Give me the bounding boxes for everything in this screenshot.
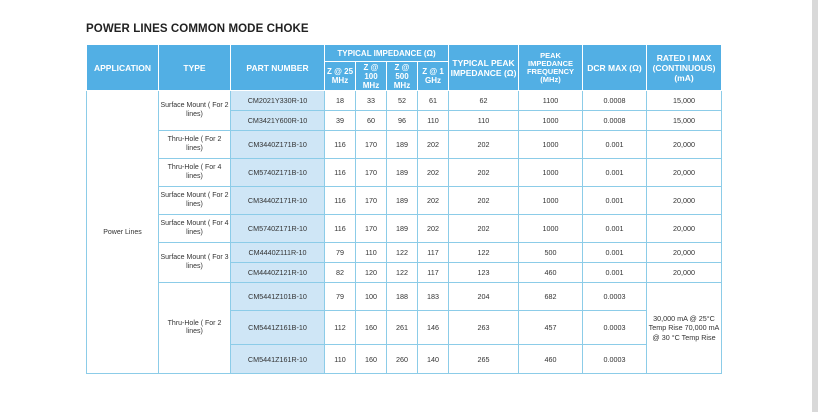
part-number-cell: CM3440Z171B-10: [231, 131, 325, 159]
z-1ghz-cell: 202: [418, 131, 449, 159]
z-25mhz-cell: 82: [325, 263, 356, 283]
type-cell: Surface Mount ( For 4 lines): [159, 215, 231, 243]
part-number-cell: CM5740Z171R-10: [231, 215, 325, 243]
z-25mhz-cell: 79: [325, 243, 356, 263]
page-title: POWER LINES COMMON MODE CHOKE: [86, 23, 309, 35]
dcr-max-cell: 0.001: [583, 131, 647, 159]
dcr-max-cell: 0.001: [583, 263, 647, 283]
rated-i-max-cell: 15,000: [647, 91, 722, 111]
z-500mhz-cell: 261: [387, 311, 418, 345]
z-500mhz-cell: 189: [387, 159, 418, 187]
z-500mhz-cell: 189: [387, 131, 418, 159]
type-cell: Thru-Hole ( For 4 lines): [159, 159, 231, 187]
type-cell: Surface Mount ( For 2 lines): [159, 91, 231, 131]
peak-impedance-cell: 263: [449, 311, 519, 345]
header-z-100mhz: Z @ 100 MHz: [356, 62, 387, 91]
peak-impedance-cell: 110: [449, 111, 519, 131]
header-z-1ghz: Z @ 1 GHz: [418, 62, 449, 91]
peak-impedance-cell: 204: [449, 283, 519, 311]
part-number-cell: CM3421Y600R-10: [231, 111, 325, 131]
z-25mhz-cell: 116: [325, 215, 356, 243]
z-100mhz-cell: 60: [356, 111, 387, 131]
peak-impedance-cell: 202: [449, 131, 519, 159]
z-1ghz-cell: 117: [418, 263, 449, 283]
z-1ghz-cell: 110: [418, 111, 449, 131]
peak-frequency-cell: 1000: [519, 111, 583, 131]
rated-i-max-cell: 20,000: [647, 187, 722, 215]
header-typical-peak-impedance: TYPICAL PEAK IMPEDANCE (Ω): [449, 45, 519, 91]
z-500mhz-cell: 260: [387, 345, 418, 374]
z-25mhz-cell: 116: [325, 131, 356, 159]
header-type: TYPE: [159, 45, 231, 91]
type-cell: Thru-Hole ( For 2 lines): [159, 131, 231, 159]
peak-impedance-cell: 202: [449, 187, 519, 215]
part-number-cell: CM4440Z111R-10: [231, 243, 325, 263]
part-number-cell: CM5740Z171B-10: [231, 159, 325, 187]
dcr-max-cell: 0.0003: [583, 283, 647, 311]
z-25mhz-cell: 18: [325, 91, 356, 111]
header-rated-i-max: RATED I MAX (CONTINUOUS) (mA): [647, 45, 722, 91]
rated-i-max-cell: 20,000: [647, 159, 722, 187]
dcr-max-cell: 0.0008: [583, 111, 647, 131]
rated-i-max-cell: 20,000: [647, 243, 722, 263]
rated-i-max-cell: 15,000: [647, 111, 722, 131]
dcr-max-cell: 0.001: [583, 215, 647, 243]
z-100mhz-cell: 33: [356, 91, 387, 111]
header-z-25mhz: Z @ 25 MHz: [325, 62, 356, 91]
peak-frequency-cell: 460: [519, 263, 583, 283]
peak-impedance-cell: 265: [449, 345, 519, 374]
application-cell: Power Lines: [87, 91, 159, 374]
rated-i-max-cell: 20,000: [647, 131, 722, 159]
peak-frequency-cell: 500: [519, 243, 583, 263]
z-100mhz-cell: 160: [356, 345, 387, 374]
dcr-max-cell: 0.001: [583, 187, 647, 215]
rated-i-max-temp-rise-cell: 30,000 mA @ 25°C Temp Rise 70,000 mA @ 30 °C Temp Rise: [647, 283, 722, 374]
peak-frequency-cell: 457: [519, 311, 583, 345]
part-number-cell: CM4440Z121R-10: [231, 263, 325, 283]
dcr-max-cell: 0.001: [583, 243, 647, 263]
z-25mhz-cell: 110: [325, 345, 356, 374]
peak-impedance-cell: 62: [449, 91, 519, 111]
type-cell: Surface Mount ( For 2 lines): [159, 187, 231, 215]
peak-frequency-cell: 1000: [519, 131, 583, 159]
z-100mhz-cell: 120: [356, 263, 387, 283]
type-cell: Surface Mount ( For 3 lines): [159, 243, 231, 283]
dcr-max-cell: 0.001: [583, 159, 647, 187]
page-right-border: [812, 0, 818, 412]
type-cell: Thru-Hole ( For 2 lines): [159, 283, 231, 374]
peak-impedance-cell: 122: [449, 243, 519, 263]
header-z-500mhz: Z @ 500 MHz: [387, 62, 418, 91]
z-100mhz-cell: 110: [356, 243, 387, 263]
rated-i-max-cell: 20,000: [647, 215, 722, 243]
part-number-cell: CM5441Z161B-10: [231, 311, 325, 345]
dcr-max-cell: 0.0008: [583, 91, 647, 111]
part-number-cell: CM3440Z171R-10: [231, 187, 325, 215]
z-500mhz-cell: 122: [387, 243, 418, 263]
part-number-cell: CM2021Y330R-10: [231, 91, 325, 111]
z-25mhz-cell: 39: [325, 111, 356, 131]
peak-impedance-cell: 123: [449, 263, 519, 283]
part-number-cell: CM5441Z161R-10: [231, 345, 325, 374]
header-dcr-max: DCR MAX (Ω): [583, 45, 647, 91]
z-1ghz-cell: 61: [418, 91, 449, 111]
z-100mhz-cell: 160: [356, 311, 387, 345]
rated-i-max-cell: 20,000: [647, 263, 722, 283]
peak-frequency-cell: 1100: [519, 91, 583, 111]
z-100mhz-cell: 170: [356, 215, 387, 243]
z-1ghz-cell: 202: [418, 187, 449, 215]
header-application: APPLICATION: [87, 45, 159, 91]
z-1ghz-cell: 117: [418, 243, 449, 263]
z-500mhz-cell: 188: [387, 283, 418, 311]
header-peak-impedance-frequency: PEAK IMPEDANCE FREQUENCY (MHz): [519, 45, 583, 91]
peak-frequency-cell: 460: [519, 345, 583, 374]
z-100mhz-cell: 170: [356, 187, 387, 215]
peak-frequency-cell: 682: [519, 283, 583, 311]
z-1ghz-cell: 183: [418, 283, 449, 311]
z-25mhz-cell: 116: [325, 159, 356, 187]
peak-frequency-cell: 1000: [519, 159, 583, 187]
part-number-cell: CM5441Z101B-10: [231, 283, 325, 311]
z-1ghz-cell: 146: [418, 311, 449, 345]
z-1ghz-cell: 140: [418, 345, 449, 374]
header-part-number: PART NUMBER: [231, 45, 325, 91]
z-500mhz-cell: 189: [387, 187, 418, 215]
z-1ghz-cell: 202: [418, 215, 449, 243]
z-500mhz-cell: 189: [387, 215, 418, 243]
choke-spec-table: [86, 44, 722, 374]
z-500mhz-cell: 96: [387, 111, 418, 131]
z-25mhz-cell: 112: [325, 311, 356, 345]
peak-frequency-cell: 1000: [519, 187, 583, 215]
z-25mhz-cell: 79: [325, 283, 356, 311]
z-1ghz-cell: 202: [418, 159, 449, 187]
z-25mhz-cell: 116: [325, 187, 356, 215]
dcr-max-cell: 0.0003: [583, 345, 647, 374]
z-100mhz-cell: 170: [356, 131, 387, 159]
peak-frequency-cell: 1000: [519, 215, 583, 243]
z-500mhz-cell: 52: [387, 91, 418, 111]
peak-impedance-cell: 202: [449, 159, 519, 187]
header-typical-impedance: TYPICAL IMPEDANCE (Ω): [325, 45, 449, 62]
peak-impedance-cell: 202: [449, 215, 519, 243]
z-100mhz-cell: 170: [356, 159, 387, 187]
z-500mhz-cell: 122: [387, 263, 418, 283]
dcr-max-cell: 0.0003: [583, 311, 647, 345]
z-100mhz-cell: 100: [356, 283, 387, 311]
